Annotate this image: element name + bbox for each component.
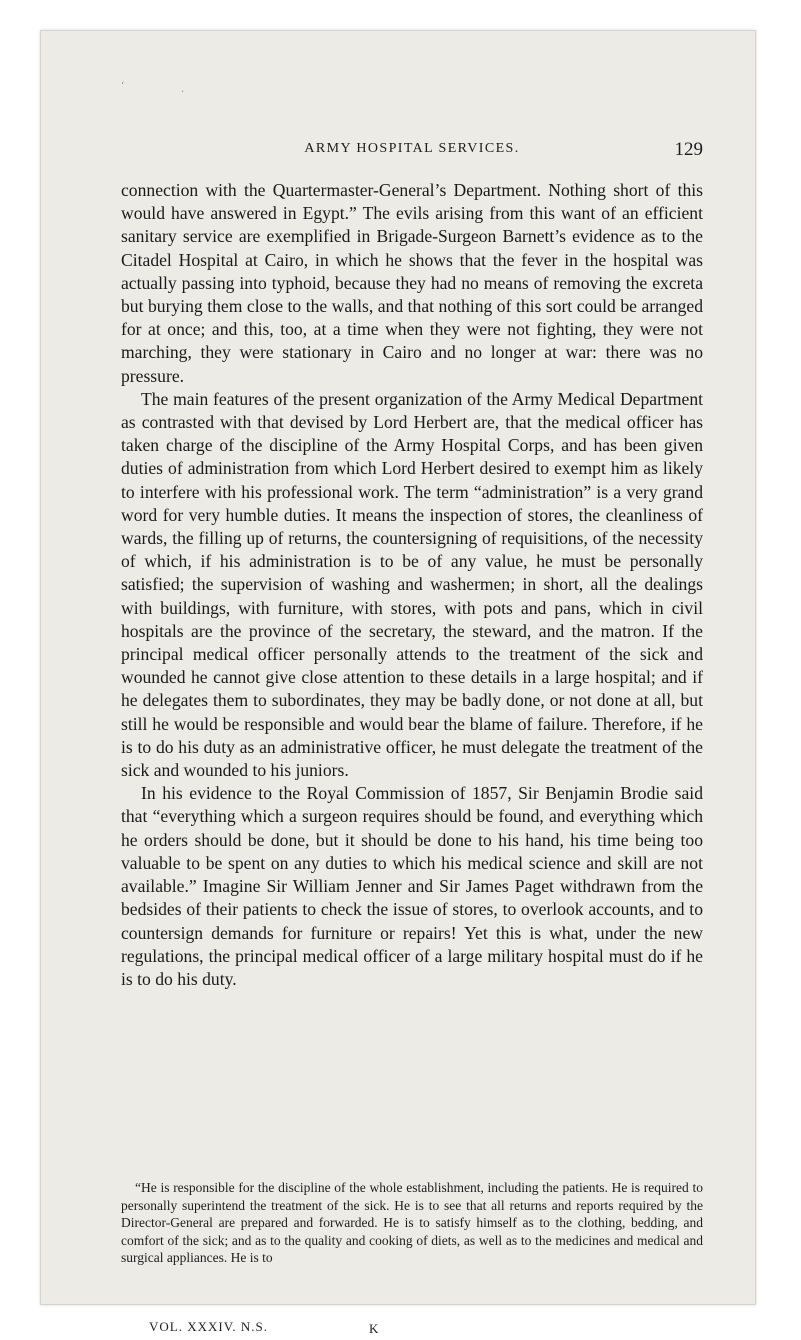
- running-title: ARMY HOSPITAL SERVICES.: [304, 141, 520, 156]
- paragraph: connection with the Quartermaster-General’s Department. Nothing short of this would have answered in Egypt.” The evils arising from this want of an efficient sanitary service are exemplified in Brigade-Surgeon Barnett’s evidence as to the Citadel Hospital at Cairo, in which he shows that the fever in the hospital was actually passing into typhoid, because they had no means of removing the excreta but burying them close to the walls, and that nothing of this sort could be arranged for at once; and this, too, at a time when they were not fighting, they were not marching, they were stationary in Cairo and no longer at war: there was no pressure.: [121, 180, 703, 386]
- body-text: [121, 179, 703, 991]
- footnote-text: “He is responsible for the discipline of the whole establishment, including the patients. He is required to personally superintend the treatment of the sick. He is to see that all returns and reports required by the Director-General are prepared and forwarded. He is to satisfy himself as to the clothing, bedding, and comfort of the sick; and as to the quality and cooking of diets, as well as to the medicines and medical and surgical appliances. He is to: [121, 1180, 703, 1265]
- paragraph: The main features of the present organization of the Army Medical Department as contrasted with that devised by Lord Herbert are, that the medical officer has taken charge of the discipline of the Army Hospital Corps, and has been given duties of administration from which Lord Herbert desired to exempt him as likely to interfere with his professional work. The term “administration” is a very grand word for very humble duties. It means the inspection of stores, the cleanliness of wards, the filling up of returns, the countersigning of requisitions, of the necessity of which, if his administration is to be of any value, he must be personally satisfied; the supervision of washing and washermen; in short, all the dealings with buildings, with furniture, with stores, with pots and pans, which in civil hospitals are the province of the secretary, the steward, and the matron. If the principal medical officer personally attends to the treatment of the sick and wounded he cannot give close attention to these details in a large hospital; and if he delegates them to subordinates, they may be badly done, or not done at all, but still he would be responsible and would bear the blame of failure. Therefore, if he is to do his duty as an administrative officer, he must delegate the treatment of the sick and wounded to his juniors.: [121, 388, 703, 781]
- signature-mark: K: [369, 1321, 379, 1336]
- book-page: [40, 30, 756, 1336]
- page-footer: [121, 1319, 703, 1335]
- volume-label: VOL. XXXIV. N.S.: [149, 1319, 269, 1334]
- footnote: [121, 1179, 703, 1267]
- page-number: 129: [674, 139, 703, 160]
- running-head: [121, 139, 703, 163]
- page-speck: ·: [181, 87, 185, 98]
- page-speck: ‘: [121, 81, 125, 92]
- paragraph: In his evidence to the Royal Commission of 1857, Sir Benjamin Brodie said that “everything which a surgeon requires should be found, and everything which he orders should be done, but it should be done to his hand, his time being too valuable to be spent on any duties to which his medical science and skill are not available.” Imagine Sir William Jenner and Sir James Paget withdrawn from the bedsides of their patients to check the issue of stores, to overlook accounts, and to countersign demands for furniture or repairs! Yet this is what, under the new regulations, the principal medical officer of a large military hospital must do if he is to do his duty.: [121, 783, 703, 989]
